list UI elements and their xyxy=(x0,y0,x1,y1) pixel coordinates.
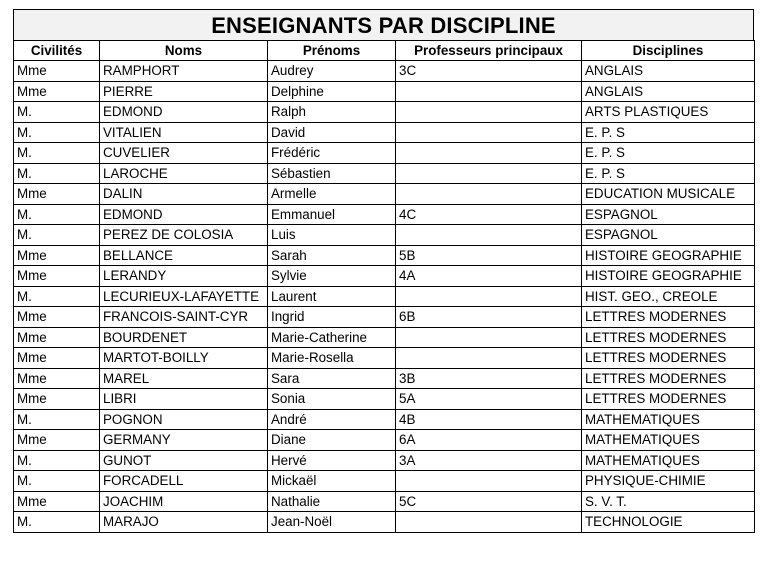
cell-discipline: HISTOIRE GEOGRAPHIE xyxy=(582,245,755,266)
cell-discipline: MATHEMATIQUES xyxy=(582,409,755,430)
cell-professeur-principal xyxy=(396,348,582,369)
cell-professeur-principal xyxy=(396,471,582,492)
table-row xyxy=(14,122,755,143)
cell-professeur-principal: 4B xyxy=(396,409,582,430)
cell-civilite: M. xyxy=(14,286,100,307)
cell-professeur-principal xyxy=(396,163,582,184)
cell-civilite: Mme xyxy=(14,368,100,389)
cell-discipline: MATHEMATIQUES xyxy=(582,430,755,451)
cell-discipline: ANGLAIS xyxy=(582,61,755,82)
table-row xyxy=(14,368,755,389)
cell-nom: CUVELIER xyxy=(100,143,268,164)
table-row xyxy=(14,286,755,307)
cell-nom: JOACHIM xyxy=(100,491,268,512)
cell-discipline: E. P. S xyxy=(582,122,755,143)
cell-nom: FORCADELL xyxy=(100,471,268,492)
cell-civilite: Mme xyxy=(14,307,100,328)
cell-professeur-principal: 3B xyxy=(396,368,582,389)
cell-nom: MAREL xyxy=(100,368,268,389)
header-civilites: Civilités xyxy=(14,41,100,61)
cell-prenom: Sébastien xyxy=(268,163,396,184)
table-row xyxy=(14,61,755,82)
cell-prenom: Marie-Catherine xyxy=(268,327,396,348)
cell-discipline: LETTRES MODERNES xyxy=(582,389,755,410)
cell-civilite: Mme xyxy=(14,245,100,266)
cell-professeur-principal xyxy=(396,184,582,205)
cell-discipline: LETTRES MODERNES xyxy=(582,327,755,348)
cell-discipline: TECHNOLOGIE xyxy=(582,512,755,533)
table-row xyxy=(14,389,755,410)
cell-discipline: LETTRES MODERNES xyxy=(582,368,755,389)
table-row xyxy=(14,102,755,123)
cell-discipline: E. P. S xyxy=(582,143,755,164)
cell-nom: BOURDENET xyxy=(100,327,268,348)
cell-professeur-principal xyxy=(396,143,582,164)
header-professeurs-principaux: Professeurs principaux xyxy=(396,41,582,61)
cell-discipline: ESPAGNOL xyxy=(582,225,755,246)
cell-professeur-principal xyxy=(396,122,582,143)
cell-discipline: ANGLAIS xyxy=(582,81,755,102)
cell-professeur-principal: 4A xyxy=(396,266,582,287)
cell-discipline: HIST. GEO., CREOLE xyxy=(582,286,755,307)
table-row xyxy=(14,81,755,102)
cell-civilite: Mme xyxy=(14,184,100,205)
cell-professeur-principal: 5A xyxy=(396,389,582,410)
cell-civilite: Mme xyxy=(14,430,100,451)
cell-prenom: Nathalie xyxy=(268,491,396,512)
cell-civilite: M. xyxy=(14,225,100,246)
cell-nom: GUNOT xyxy=(100,450,268,471)
header-row xyxy=(14,41,755,61)
cell-civilite: M. xyxy=(14,102,100,123)
cell-nom: EDMOND xyxy=(100,204,268,225)
cell-discipline: ARTS PLASTIQUES xyxy=(582,102,755,123)
cell-prenom: Jean-Noël xyxy=(268,512,396,533)
cell-prenom: David xyxy=(268,122,396,143)
table-row xyxy=(14,204,755,225)
table-row xyxy=(14,409,755,430)
cell-nom: GERMANY xyxy=(100,430,268,451)
table-row xyxy=(14,512,755,533)
cell-civilite: Mme xyxy=(14,491,100,512)
cell-nom: MARAJO xyxy=(100,512,268,533)
cell-prenom: Sylvie xyxy=(268,266,396,287)
cell-professeur-principal xyxy=(396,327,582,348)
table-row xyxy=(14,348,755,369)
header-noms: Noms xyxy=(100,41,268,61)
cell-civilite: M. xyxy=(14,471,100,492)
cell-discipline: ESPAGNOL xyxy=(582,204,755,225)
cell-discipline: E. P. S xyxy=(582,163,755,184)
table-row xyxy=(14,143,755,164)
cell-discipline: LETTRES MODERNES xyxy=(582,307,755,328)
table-row xyxy=(14,430,755,451)
cell-professeur-principal: 5B xyxy=(396,245,582,266)
cell-discipline: PHYSIQUE-CHIMIE xyxy=(582,471,755,492)
cell-civilite: M. xyxy=(14,450,100,471)
cell-prenom: Delphine xyxy=(268,81,396,102)
cell-civilite: Mme xyxy=(14,348,100,369)
cell-nom: DALIN xyxy=(100,184,268,205)
cell-prenom: Luis xyxy=(268,225,396,246)
cell-prenom: Audrey xyxy=(268,61,396,82)
cell-nom: VITALIEN xyxy=(100,122,268,143)
header-prenoms: Prénoms xyxy=(268,41,396,61)
cell-discipline: HISTOIRE GEOGRAPHIE xyxy=(582,266,755,287)
page-title: ENSEIGNANTS PAR DISCIPLINE xyxy=(13,9,754,40)
cell-prenom: Marie-Rosella xyxy=(268,348,396,369)
cell-professeur-principal: 6A xyxy=(396,430,582,451)
table-row xyxy=(14,163,755,184)
cell-prenom: André xyxy=(268,409,396,430)
table-row xyxy=(14,327,755,348)
cell-nom: POGNON xyxy=(100,409,268,430)
cell-nom: LECURIEUX-LAFAYETTE xyxy=(100,286,268,307)
cell-professeur-principal xyxy=(396,512,582,533)
table-row xyxy=(14,245,755,266)
cell-civilite: Mme xyxy=(14,81,100,102)
cell-professeur-principal: 6B xyxy=(396,307,582,328)
cell-nom: MARTOT-BOILLY xyxy=(100,348,268,369)
table-row xyxy=(14,450,755,471)
table-row xyxy=(14,266,755,287)
cell-prenom: Frédéric xyxy=(268,143,396,164)
cell-nom: PEREZ DE COLOSIA xyxy=(100,225,268,246)
cell-prenom: Mickaël xyxy=(268,471,396,492)
cell-nom: EDMOND xyxy=(100,102,268,123)
cell-nom: BELLANCE xyxy=(100,245,268,266)
table-row xyxy=(14,225,755,246)
cell-civilite: M. xyxy=(14,122,100,143)
cell-civilite: Mme xyxy=(14,266,100,287)
cell-discipline: MATHEMATIQUES xyxy=(582,450,755,471)
cell-professeur-principal xyxy=(396,102,582,123)
cell-prenom: Sara xyxy=(268,368,396,389)
cell-prenom: Hervé xyxy=(268,450,396,471)
table-row xyxy=(14,471,755,492)
cell-prenom: Armelle xyxy=(268,184,396,205)
cell-nom: RAMPHORT xyxy=(100,61,268,82)
cell-prenom: Diane xyxy=(268,430,396,451)
cell-nom: LAROCHE xyxy=(100,163,268,184)
cell-prenom: Emmanuel xyxy=(268,204,396,225)
cell-nom: LERANDY xyxy=(100,266,268,287)
cell-discipline: LETTRES MODERNES xyxy=(582,348,755,369)
cell-discipline: EDUCATION MUSICALE xyxy=(582,184,755,205)
cell-nom: FRANCOIS-SAINT-CYR xyxy=(100,307,268,328)
cell-prenom: Laurent xyxy=(268,286,396,307)
cell-professeur-principal: 3A xyxy=(396,450,582,471)
cell-civilite: Mme xyxy=(14,61,100,82)
cell-prenom: Ralph xyxy=(268,102,396,123)
cell-civilite: M. xyxy=(14,163,100,184)
cell-prenom: Sarah xyxy=(268,245,396,266)
cell-civilite: M. xyxy=(14,143,100,164)
cell-nom: LIBRI xyxy=(100,389,268,410)
cell-professeur-principal: 4C xyxy=(396,204,582,225)
cell-professeur-principal xyxy=(396,81,582,102)
cell-professeur-principal: 3C xyxy=(396,61,582,82)
cell-professeur-principal xyxy=(396,225,582,246)
cell-discipline: S. V. T. xyxy=(582,491,755,512)
cell-civilite: M. xyxy=(14,204,100,225)
cell-civilite: M. xyxy=(14,512,100,533)
cell-civilite: M. xyxy=(14,409,100,430)
document xyxy=(13,9,754,533)
header-disciplines: Disciplines xyxy=(582,41,755,61)
cell-professeur-principal: 5C xyxy=(396,491,582,512)
teachers-table xyxy=(13,40,755,533)
table-row xyxy=(14,491,755,512)
cell-professeur-principal xyxy=(396,286,582,307)
cell-civilite: Mme xyxy=(14,327,100,348)
cell-civilite: Mme xyxy=(14,389,100,410)
cell-prenom: Sonia xyxy=(268,389,396,410)
table-row xyxy=(14,184,755,205)
cell-nom: PIERRE xyxy=(100,81,268,102)
table-row xyxy=(14,307,755,328)
cell-prenom: Ingrid xyxy=(268,307,396,328)
